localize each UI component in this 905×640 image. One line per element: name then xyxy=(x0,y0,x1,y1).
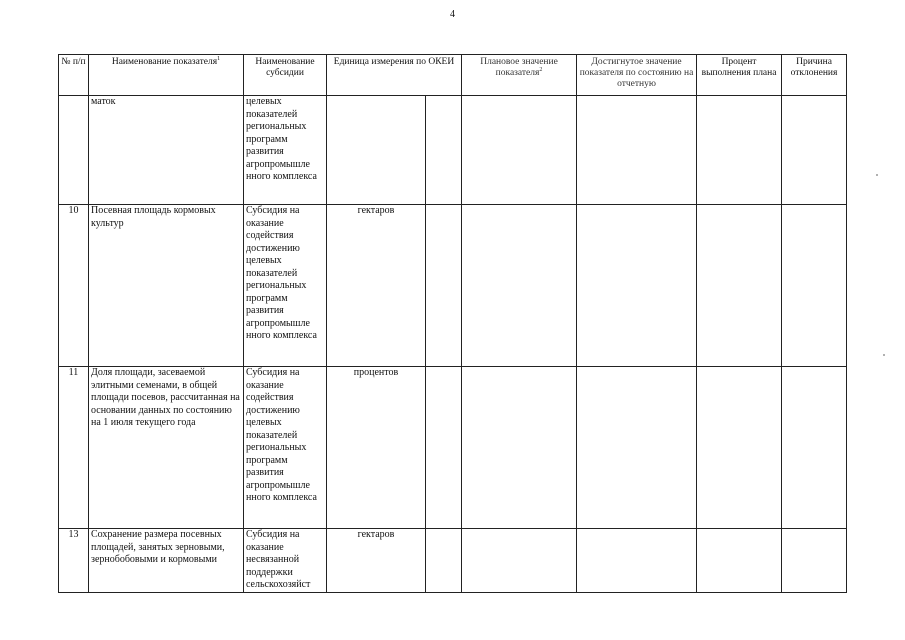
row-plan xyxy=(462,96,577,205)
row-num: 13 xyxy=(59,529,89,593)
row-percent xyxy=(697,96,782,205)
header-num: № п/п xyxy=(59,55,89,96)
indicator-report-table xyxy=(58,54,847,593)
row-plan xyxy=(462,367,577,529)
table-row xyxy=(59,205,847,367)
table-header-row xyxy=(59,55,847,96)
scan-speck xyxy=(883,354,885,356)
row-unit: процентов xyxy=(327,367,426,529)
header-unit: Единица измерения по ОКЕИ xyxy=(327,55,462,96)
row-percent xyxy=(697,367,782,529)
row-unit: гектаров xyxy=(327,205,426,367)
row-achieved xyxy=(577,529,697,593)
row-unit-code xyxy=(426,205,462,367)
table-row xyxy=(59,96,847,205)
row-unit-code xyxy=(426,529,462,593)
header-achieved: Достигнутое значение показателя по состоянию на отчетную xyxy=(577,55,697,96)
scan-speck xyxy=(876,174,878,176)
row-unit-code xyxy=(426,367,462,529)
row-reason xyxy=(782,96,847,205)
row-num: 10 xyxy=(59,205,89,367)
row-percent xyxy=(697,205,782,367)
row-num xyxy=(59,96,89,205)
row-unit: гектаров xyxy=(327,529,426,593)
row-subsidy: Субсидия на оказание содействия достижению целевых показателей региональных программ развития агропромышле нного комплекса xyxy=(244,205,327,367)
header-plan: Плановое значение показателя$^2$ xyxy=(462,55,577,96)
header-indicator: Наименование показателя$^1$ xyxy=(89,55,244,96)
row-percent xyxy=(697,529,782,593)
row-subsidy: Субсидия на оказание содействия достижению целевых показателей региональных программ развития агропромышле нного комплекса xyxy=(244,367,327,529)
row-plan xyxy=(462,529,577,593)
row-unit xyxy=(327,96,426,205)
row-achieved xyxy=(577,367,697,529)
row-subsidy: Субсидия на оказание несвязанной поддержки сельскохозяйст xyxy=(244,529,327,593)
row-subsidy: целевых показателей региональных программ развития агропромышле нного комплекса xyxy=(244,96,327,205)
row-num: 11 xyxy=(59,367,89,529)
row-reason xyxy=(782,205,847,367)
row-indicator: Посевная площадь кормовых культур xyxy=(89,205,244,367)
row-achieved xyxy=(577,96,697,205)
row-indicator: маток xyxy=(89,96,244,205)
page-number: 4 xyxy=(450,9,455,20)
table-row xyxy=(59,529,847,593)
header-percent: Процент выполнения плана xyxy=(697,55,782,96)
row-reason xyxy=(782,529,847,593)
header-subsidy: Наименование субсидии xyxy=(244,55,327,96)
header-reason: Причина отклонения xyxy=(782,55,847,96)
row-unit-code xyxy=(426,96,462,205)
row-indicator: Доля площади, засеваемой элитными семенами, в общей площади посевов, рассчитанная на основании данных по состоянию на 1 июля текущего года xyxy=(89,367,244,529)
row-plan xyxy=(462,205,577,367)
row-indicator: Сохранение размера посевных площадей, занятых зерновыми, зернобобовыми и кормовыми xyxy=(89,529,244,593)
row-reason xyxy=(782,367,847,529)
table-row xyxy=(59,367,847,529)
row-achieved xyxy=(577,205,697,367)
